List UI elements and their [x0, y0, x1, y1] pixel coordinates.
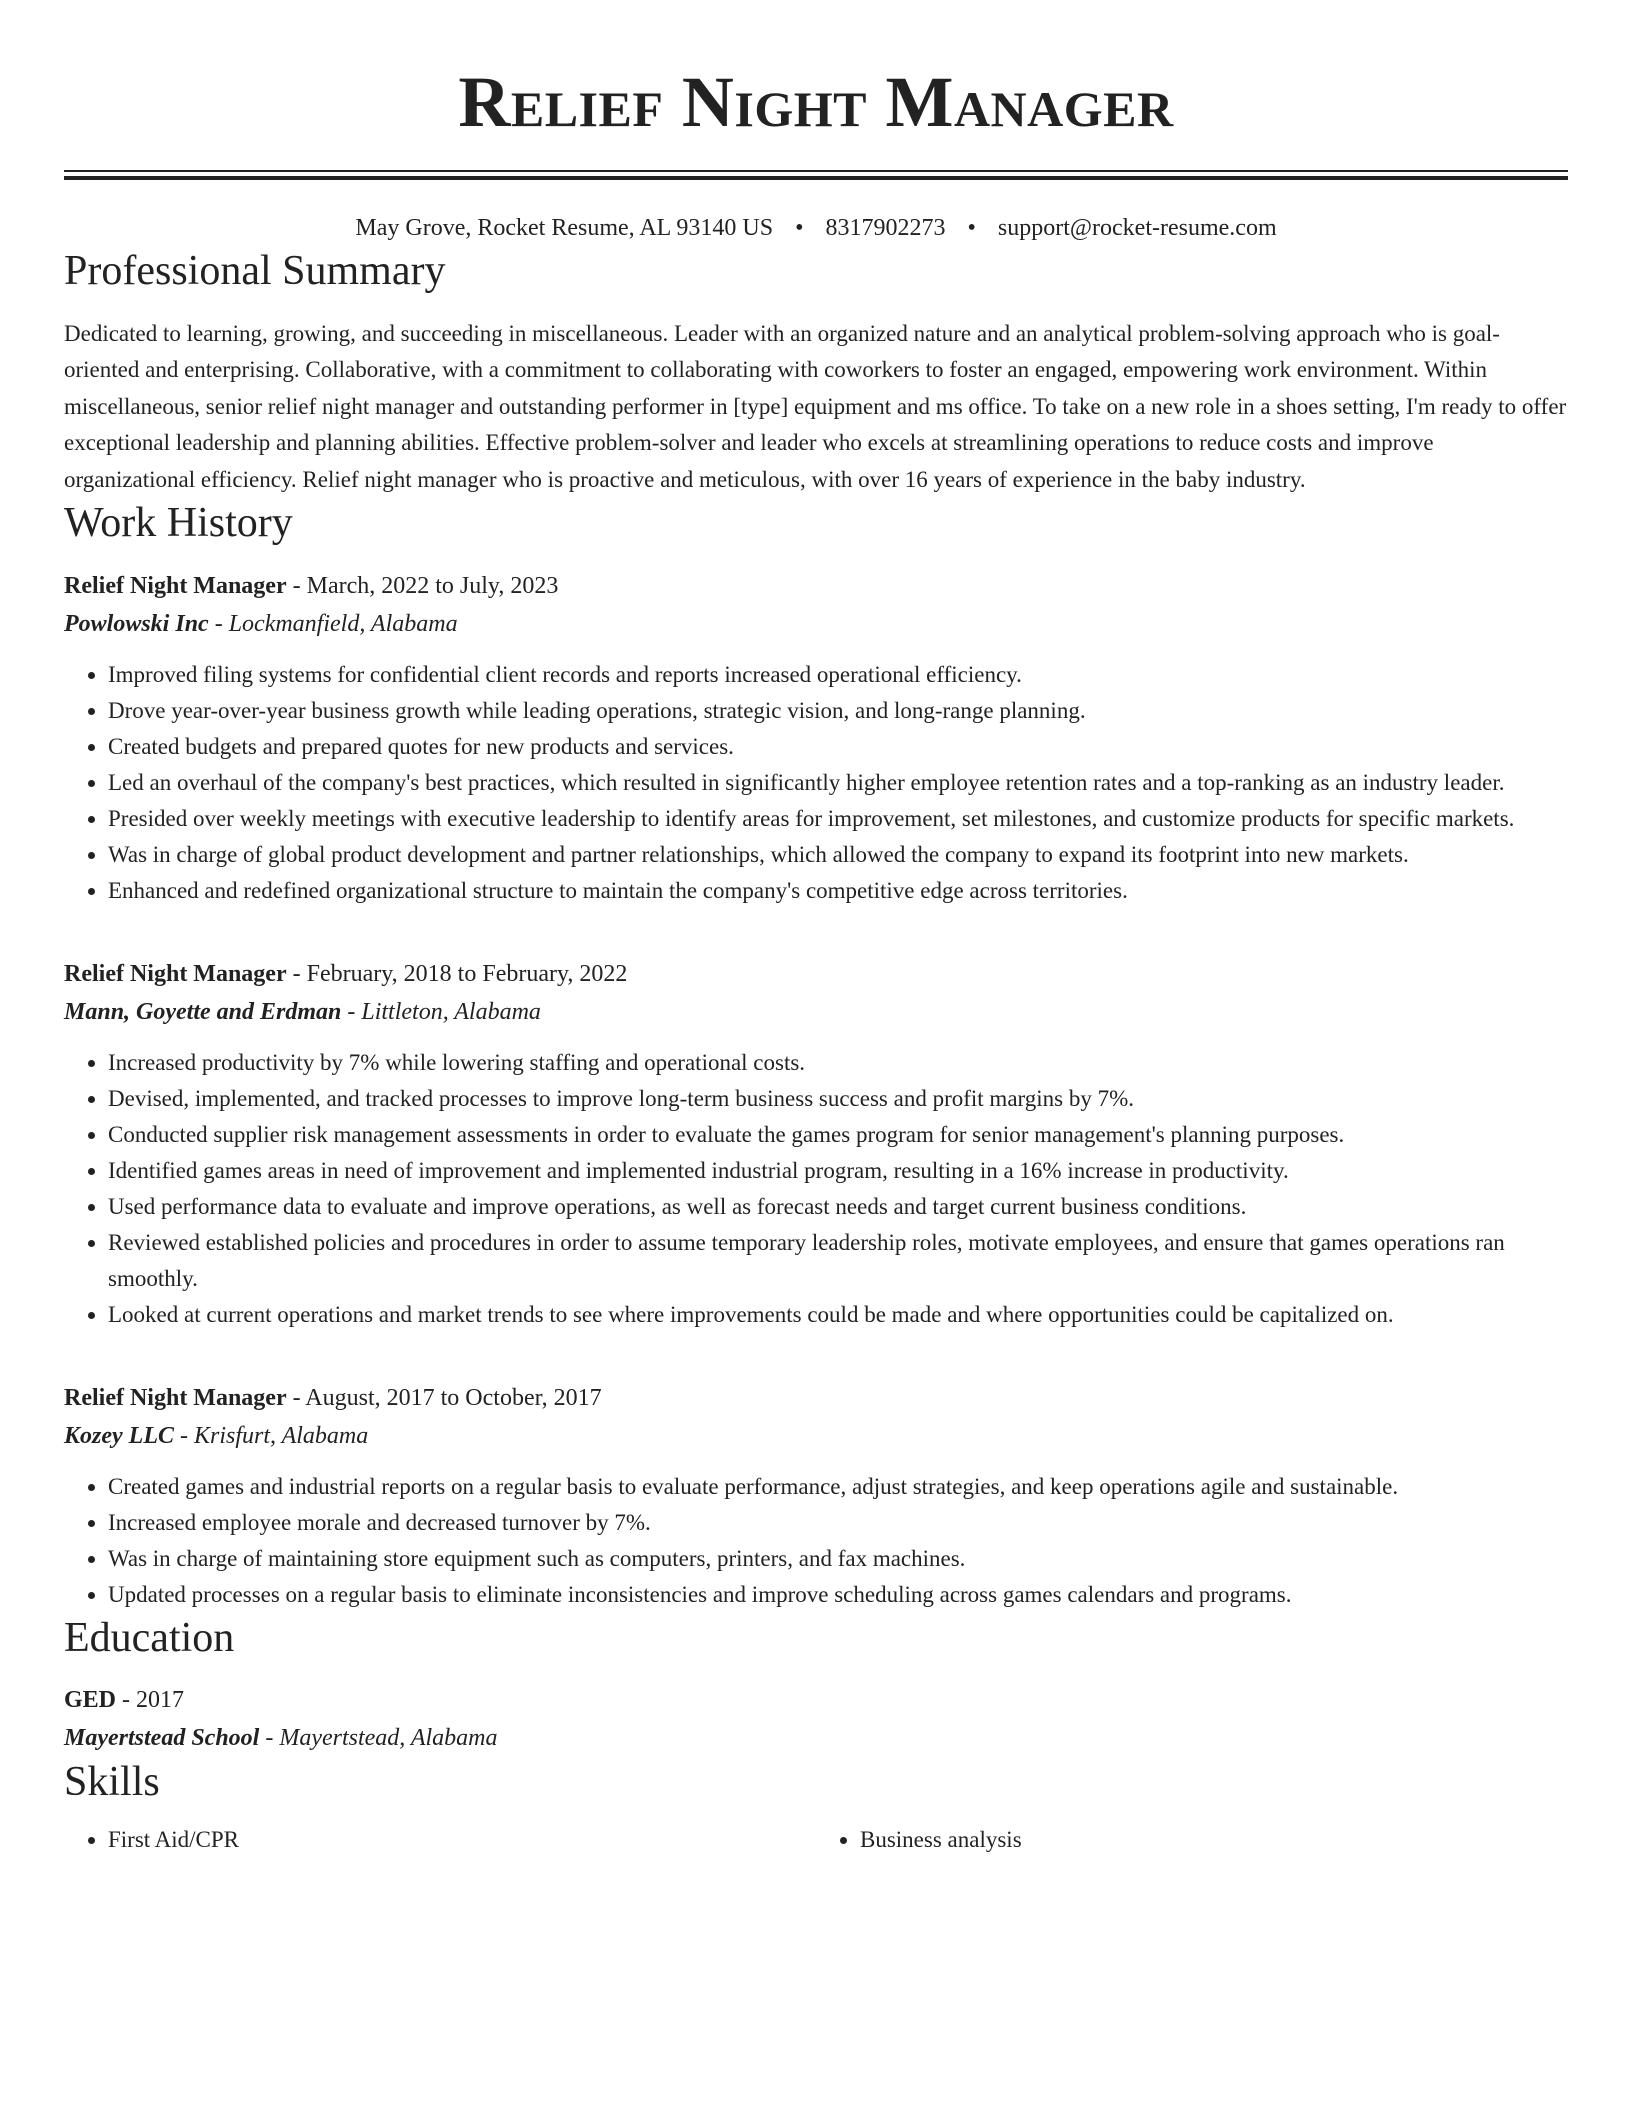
contact-email: support@rocket-resume.com	[997, 215, 1277, 241]
job-bullet: • Increased employee morale and decreased turnover by 7%.	[108, 1505, 1568, 1541]
job-title-line	[64, 1379, 1568, 1417]
work-history-heading: Work History	[64, 500, 293, 547]
education-school: Mayertstead School	[64, 1725, 260, 1752]
skills-list	[64, 1822, 1568, 1858]
job-bullet: • Conducted supplier risk management assessments in order to evaluate the games program for senior management's planning purposes.	[108, 1117, 1568, 1153]
job-company: Kozey LLC	[64, 1422, 174, 1449]
job-bullet: • Presided over weekly meetings with executive leadership to identify areas for improvement, set milestones, and customize products for specific markets.	[108, 801, 1568, 837]
education-degree-line	[64, 1681, 1568, 1719]
job-bullet: • Updated processes on a regular basis to eliminate inconsistencies and improve scheduling across games calendars and programs.	[108, 1577, 1568, 1613]
job-bullets	[64, 1045, 1568, 1333]
education-heading: Education	[64, 1614, 235, 1661]
education-degree: GED	[64, 1687, 117, 1714]
job-role: Relief Night Manager	[64, 1384, 287, 1411]
education-entry	[64, 1681, 1568, 1757]
contact-phone: 8317902273	[825, 215, 946, 241]
job-bullet: • Created budgets and prepared quotes for new products and services.	[108, 729, 1568, 765]
job-company: Powlowski Inc	[64, 610, 209, 637]
candidate-name: Relief Night Manager	[458, 62, 1174, 142]
job-entry	[64, 1379, 1568, 1613]
job-role: Relief Night Manager	[64, 572, 287, 599]
job-bullet: • Reviewed established policies and procedures in order to assume temporary leadership roles, motivate employees, and ensure that games operations ran smoothly.	[108, 1225, 1568, 1297]
job-dates: - March, 2022 to July, 2023	[286, 572, 559, 599]
job-location: - Littleton, Alabama	[341, 998, 541, 1025]
skills-column-right	[816, 1822, 1568, 1858]
job-bullets	[64, 657, 1568, 909]
skills-heading: Skills	[64, 1759, 160, 1806]
job-entry	[64, 955, 1568, 1333]
job-role: Relief Night Manager	[64, 960, 287, 987]
skill-item: • First Aid/CPR	[108, 1822, 816, 1858]
job-bullet: • Drove year-over-year business growth while leading operations, strategic vision, and long-range planning.	[108, 693, 1568, 729]
contact-line	[64, 212, 1568, 246]
header-divider	[64, 170, 1568, 180]
contact-address: May Grove, Rocket Resume, AL 93140 US	[355, 215, 774, 241]
job-bullet: • Created games and industrial reports on a regular basis to evaluate performance, adjust strategies, and keep operations agile and sustainable.	[108, 1469, 1568, 1505]
job-bullet: • Enhanced and redefined organizational structure to maintain the company's competitive edge across territories.	[108, 873, 1568, 909]
job-company-line	[64, 993, 1568, 1031]
education-year: - 2017	[116, 1687, 185, 1714]
job-company-line	[64, 605, 1568, 643]
job-entry	[64, 567, 1568, 909]
job-bullet: • Identified games areas in need of improvement and implemented industrial program, resulting in a 16% increase in productivity.	[108, 1153, 1568, 1189]
job-location: - Krisfurt, Alabama	[173, 1422, 369, 1449]
job-bullet: • Devised, implemented, and tracked processes to improve long-term business success and profit margins by 7%.	[108, 1081, 1568, 1117]
job-location: - Lockmanfield, Alabama	[208, 610, 458, 637]
summary-text: Dedicated to learning, growing, and succeeding in miscellaneous. Leader with an organized nature and an analytical problem-solving approach who is goal-oriented and enterprising. Collaborative, with a commitment to collaborating with coworkers to foster an engaged, empowering work environment. Within miscellaneous, senior relief night manager and outstanding performer in [type] equipment and ms office. To take on a new role in a shoes setting, I'm ready to offer exceptional leadership and planning abilities. Effective problem-solver and leader who excels at streamlining operations to reduce costs and improve organizational efficiency. Relief night manager who is proactive and meticulous, with over 16 years of experience in the baby industry.	[64, 320, 1567, 492]
job-bullet: • Was in charge of global product development and partner relationships, which allowed the company to expand its footprint into new markets.	[108, 837, 1568, 873]
job-company-line	[64, 1417, 1568, 1455]
job-bullet: • Increased productivity by 7% while lowering staffing and operational costs.	[108, 1045, 1568, 1081]
job-bullets	[64, 1469, 1568, 1613]
contact-separator: •	[967, 215, 976, 241]
job-bullet: • Used performance data to evaluate and improve operations, as well as forecast needs and target current business conditions.	[108, 1189, 1568, 1225]
education-location: - Mayertstead, Alabama	[259, 1725, 498, 1752]
education-school-line	[64, 1719, 1568, 1757]
job-title-line	[64, 567, 1568, 605]
contact-separator: •	[795, 215, 804, 241]
job-bullet: • Improved filing systems for confidential client records and reports increased operational efficiency.	[108, 657, 1568, 693]
job-company: Mann, Goyette and Erdman	[64, 998, 342, 1025]
job-bullet: • Was in charge of maintaining store equipment such as computers, printers, and fax machines.	[108, 1541, 1568, 1577]
job-dates: - February, 2018 to February, 2022	[286, 960, 628, 987]
job-bullet: • Led an overhaul of the company's best practices, which resulted in significantly higher employee retention rates and a top-ranking as an industry leader.	[108, 765, 1568, 801]
job-title-line	[64, 955, 1568, 993]
job-bullet: • Looked at current operations and market trends to see where improvements could be made and where opportunities could be capitalized on.	[108, 1297, 1568, 1333]
job-dates: - August, 2017 to October, 2017	[286, 1384, 602, 1411]
skills-column-left	[64, 1822, 816, 1858]
skill-item: • Business analysis	[860, 1822, 1568, 1858]
summary-heading: Professional Summary	[64, 247, 446, 294]
